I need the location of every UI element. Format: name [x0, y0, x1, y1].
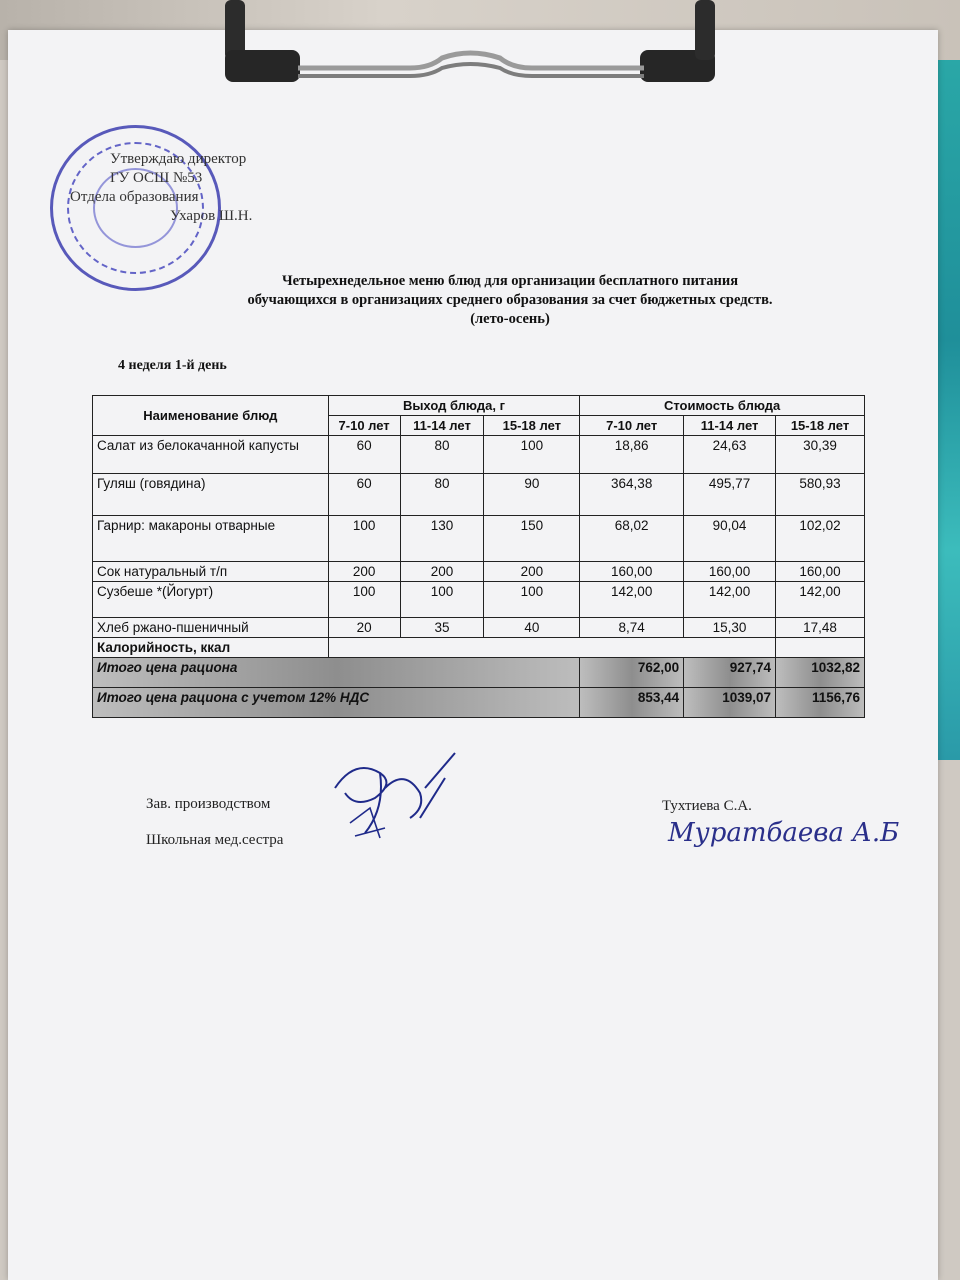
dish-name: Салат из белокачанной капусты [93, 436, 329, 474]
cost-value: 8,74 [580, 618, 684, 638]
calories-row [93, 638, 865, 658]
total-vat-value: 1039,07 [684, 688, 776, 718]
cost-value: 90,04 [684, 516, 776, 562]
approval-line-3: Отдела образования [70, 189, 199, 205]
approval-line-2: ГУ ОСШ №53 [110, 170, 203, 186]
title-line-3: (лето-осень) [470, 311, 550, 327]
portion-value: 100 [484, 582, 580, 618]
total-vat-row [93, 688, 865, 718]
total-row [93, 658, 865, 688]
cost-value: 364,38 [580, 474, 684, 516]
header-age: 15-18 лет [776, 416, 865, 436]
dish-name: Гарнир: макароны отварные [93, 516, 329, 562]
cost-value: 142,00 [580, 582, 684, 618]
header-age: 11-14 лет [400, 416, 484, 436]
portion-value: 80 [400, 436, 484, 474]
cost-value: 495,77 [684, 474, 776, 516]
menu-table [92, 395, 865, 718]
portion-value: 150 [484, 516, 580, 562]
cost-value: 102,02 [776, 516, 865, 562]
table-row [93, 474, 865, 516]
portion-value: 35 [400, 618, 484, 638]
total-vat-label: Итого цена рациона с учетом 12% НДС [93, 688, 580, 718]
cost-value: 580,93 [776, 474, 865, 516]
header-output: Выход блюда, г [328, 396, 580, 416]
calories-empty [776, 638, 865, 658]
portion-value: 200 [484, 562, 580, 582]
production-head-label: Зав. производством [146, 796, 271, 812]
portion-value: 20 [328, 618, 400, 638]
title-line-1: Четырехнедельное меню блюд для организации бесплатного питания [281, 273, 739, 289]
portion-value: 200 [328, 562, 400, 582]
approval-block [70, 150, 252, 226]
table-row [93, 618, 865, 638]
dish-name: Гуляш (говядина) [93, 474, 329, 516]
table-row [93, 436, 865, 474]
approval-line-4: Ухаров Ш.Н. [170, 208, 253, 224]
nurse-label: Школьная мед.сестра [146, 832, 284, 848]
total-label: Итого цена рациона [93, 658, 580, 688]
table-row [93, 562, 865, 582]
portion-value: 60 [328, 436, 400, 474]
total-vat-value: 1156,76 [776, 688, 865, 718]
portion-value: 130 [400, 516, 484, 562]
production-head-signature-icon [325, 748, 465, 848]
portion-value: 40 [484, 618, 580, 638]
cost-value: 142,00 [776, 582, 865, 618]
cost-value: 15,30 [684, 618, 776, 638]
cost-value: 68,02 [580, 516, 684, 562]
portion-value: 200 [400, 562, 484, 582]
header-age: 7-10 лет [580, 416, 684, 436]
document-title [150, 272, 870, 329]
cost-value: 142,00 [684, 582, 776, 618]
portion-value: 90 [484, 474, 580, 516]
header-name: Наименование блюд [93, 396, 329, 436]
dish-name: Хлеб ржано-пшеничный [93, 618, 329, 638]
portion-value: 100 [328, 516, 400, 562]
cost-value: 160,00 [580, 562, 684, 582]
portion-value: 80 [400, 474, 484, 516]
cost-value: 18,86 [580, 436, 684, 474]
day-label: 4 неделя 1-й день [118, 358, 227, 373]
table-row [93, 516, 865, 562]
header-age: 7-10 лет [328, 416, 400, 436]
cost-value: 160,00 [684, 562, 776, 582]
portion-value: 100 [484, 436, 580, 474]
cost-value: 24,63 [684, 436, 776, 474]
total-vat-value: 853,44 [580, 688, 684, 718]
clipboard-clip-icon [220, 0, 720, 90]
portion-value: 100 [328, 582, 400, 618]
cost-value: 30,39 [776, 436, 865, 474]
calories-label: Калорийность, ккал [93, 638, 329, 658]
cost-value: 160,00 [776, 562, 865, 582]
header-age: 15-18 лет [484, 416, 580, 436]
portion-value: 60 [328, 474, 400, 516]
title-line-2: обучающихся в организациях среднего образования за счет бюджетных средств. [247, 292, 773, 308]
portion-value: 100 [400, 582, 484, 618]
production-head-name: Тухтиева С.А. [662, 798, 752, 814]
header-cost: Стоимость блюда [580, 396, 865, 416]
dish-name: Сок натуральный т/п [93, 562, 329, 582]
calories-empty [328, 638, 775, 658]
total-value: 927,74 [684, 658, 776, 688]
approval-line-1: Утверждаю директор [110, 151, 247, 167]
table-header-row [93, 396, 865, 416]
total-value: 762,00 [580, 658, 684, 688]
table-row [93, 582, 865, 618]
nurse-name-handwritten: Муратбаева А.Б [668, 818, 900, 848]
cost-value: 17,48 [776, 618, 865, 638]
dish-name: Сузбеше *(Йогурт) [93, 582, 329, 618]
header-age: 11-14 лет [684, 416, 776, 436]
total-value: 1032,82 [776, 658, 865, 688]
